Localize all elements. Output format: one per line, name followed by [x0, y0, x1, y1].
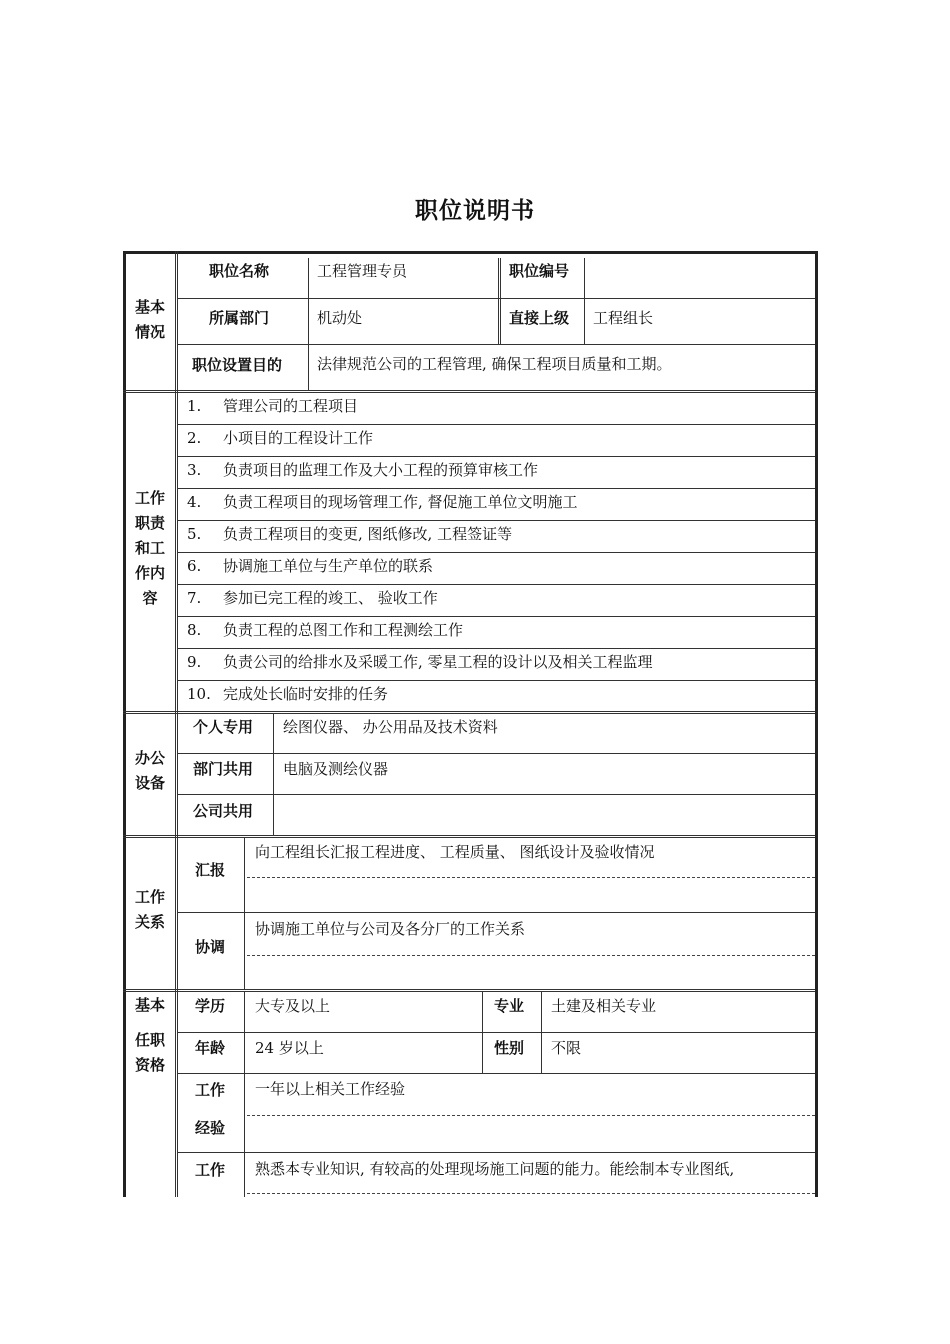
- coordinate-label: 协调: [195, 938, 226, 956]
- purpose-value: 法律规范公司的工程管理, 确保工程项目质量和工期。: [317, 355, 672, 373]
- company-shared-label: 公司共用: [193, 802, 254, 820]
- section-relations-label: 工作 关系: [134, 888, 165, 931]
- section-qualifications-label: 基本 任职 资格: [134, 996, 165, 1074]
- section-basic-label: 基本 情况: [134, 298, 165, 341]
- duty-item: 3. 负责项目的监理工作及大小工程的预算审核工作: [187, 461, 539, 479]
- personal-use-label: 个人专用: [193, 718, 254, 736]
- superior-label: 直接上级: [509, 309, 570, 327]
- personal-use-value: 绘图仪器、 办公用品及技术资料: [283, 718, 498, 736]
- department-label: 所属部门: [209, 309, 270, 327]
- education-value: 大专及以上: [255, 997, 331, 1015]
- duty-item: 5. 负责工程项目的变更, 图纸修改, 工程签证等: [187, 525, 513, 543]
- duty-item: 6. 协调施工单位与生产单位的联系: [187, 557, 434, 575]
- major-value: 土建及相关专业: [551, 997, 657, 1015]
- experience-value: 一年以上相关工作经验: [255, 1080, 406, 1098]
- experience-label-line2: 经验: [195, 1119, 226, 1137]
- position-name-value: 工程管理专员: [317, 262, 408, 280]
- gender-value: 不限: [551, 1039, 582, 1057]
- duty-item: 4. 负责工程项目的现场管理工作, 督促施工单位文明施工: [187, 493, 578, 511]
- page-title: 职位说明书: [415, 198, 535, 224]
- duty-item: 9. 负责公司的给排水及采暖工作, 零星工程的设计以及相关工程监理: [187, 653, 653, 671]
- coordinate-value: 协调施工单位与公司及各分厂的工作关系: [255, 920, 526, 938]
- position-no-label: 职位编号: [509, 262, 570, 280]
- education-label: 学历: [195, 997, 226, 1015]
- duty-item: 7. 参加已完工程的竣工、 验收工作: [187, 589, 438, 607]
- section-equipment-label: 办公 设备: [134, 749, 165, 792]
- report-value: 向工程组长汇报工程进度、 工程质量、 图纸设计及验收情况: [255, 843, 655, 861]
- duty-item: 2. 小项目的工程设计工作: [187, 429, 374, 447]
- duty-item: 10. 完成处长临时安排的任务: [187, 685, 389, 703]
- position-name-label: 职位名称: [209, 262, 270, 280]
- major-label: 专业: [494, 997, 525, 1015]
- skill-label: 工作: [195, 1161, 226, 1179]
- gender-label: 性别: [494, 1039, 525, 1057]
- purpose-label: 职位设置目的: [192, 356, 283, 374]
- table-top-border: [123, 251, 818, 254]
- section-duties-label: 工作 职责 和工 作内 容: [134, 489, 165, 607]
- superior-value: 工程组长: [593, 309, 654, 327]
- job-description-table: [123, 251, 818, 1197]
- dept-shared-label: 部门共用: [193, 760, 254, 778]
- dept-shared-value: 电脑及测绘仪器: [283, 760, 389, 778]
- table-right-border: [815, 251, 818, 1197]
- experience-label-line1: 工作: [195, 1081, 226, 1099]
- duty-item: 8. 负责工程的总图工作和工程测绘工作: [187, 621, 464, 639]
- age-value: 24 岁以上: [255, 1039, 324, 1057]
- duty-item: 1. 管理公司的工程项目: [187, 397, 359, 415]
- report-label: 汇报: [195, 861, 226, 879]
- skill-value: 熟悉本专业知识, 有较高的处理现场施工问题的能力。能绘制本专业图纸,: [255, 1160, 735, 1178]
- department-value: 机动处: [317, 309, 363, 327]
- age-label: 年龄: [195, 1039, 226, 1057]
